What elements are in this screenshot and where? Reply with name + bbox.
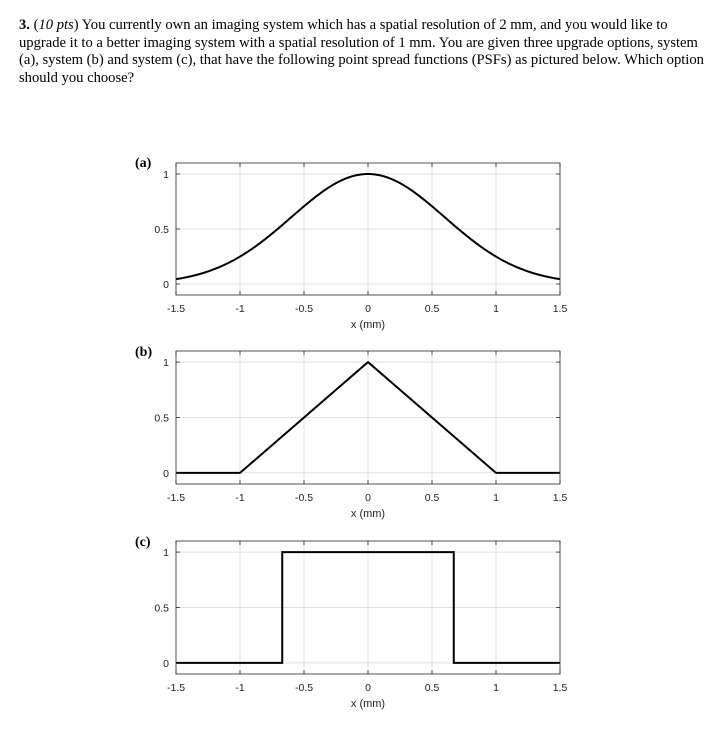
x-tick-label: -1.5 [166, 682, 186, 694]
x-tick-label: -0.5 [294, 682, 314, 694]
question-points: 10 pts [38, 17, 74, 33]
psf-panel-a [135, 156, 567, 331]
y-tick-label: 0.5 [154, 224, 169, 236]
question-text-block: 3. (10 pts) You currently own an imaging system which has a spatial resolution of 2 mm, and you would like to upgrade it to a better imaging system with a spatial resolution of 1 mm. You are given three upgrade options, system (a), system (b) and system (c), that have the following point spread functions (PSFs) as pictured below. Which option should you choose? [19, 17, 704, 86]
x-tick-label: -1 [235, 682, 245, 694]
x-axis-label: x (mm) [350, 508, 386, 520]
x-axis-label: x (mm) [350, 698, 386, 710]
x-tick-label: 0 [365, 303, 371, 315]
y-tick-label: 0.5 [154, 602, 169, 615]
y-tick-label: 0 [163, 657, 169, 670]
question-body: You currently own an imaging system which has a spatial resolution of 2 mm, and you would like to upgrade it to a better imaging system with a spatial resolution of 1 mm. You are given three upgrade options, system (a), system (b) and system (c), that have the following point spread functions (PSFs) as pictured below. Which option should you choose? [19, 17, 704, 86]
x-tick-label: -1.5 [166, 492, 186, 504]
panel-label-a: (a) [135, 156, 152, 171]
question-number: 3. [19, 17, 30, 33]
x-tick-label: 1.5 [552, 303, 568, 315]
y-tick-label: 0 [163, 467, 169, 480]
x-tick-label: 1 [493, 682, 499, 694]
x-tick-label: 1.5 [552, 682, 568, 694]
x-tick-label: 1 [493, 303, 499, 315]
x-axis-label: x (mm) [350, 319, 386, 331]
y-tick-label: 0 [163, 279, 169, 291]
x-tick-label: 1.5 [552, 492, 568, 504]
x-tick-label: 0.5 [424, 303, 440, 315]
panel-label-c: (c) [135, 535, 151, 550]
y-tick-label: 0.5 [154, 412, 169, 425]
x-tick-label: -0.5 [294, 303, 314, 315]
y-tick-label: 1 [163, 357, 169, 370]
y-tick-label: 1 [163, 169, 169, 181]
x-tick-label: 0 [365, 682, 371, 694]
x-tick-label: 1 [493, 492, 499, 504]
x-tick-label: 0.5 [424, 492, 440, 504]
x-tick-label: -1.5 [166, 303, 186, 315]
y-tick-label: 1 [163, 547, 169, 560]
psf-panel-b [135, 345, 567, 520]
x-tick-label: -1 [235, 303, 245, 315]
x-tick-label: 0 [365, 492, 371, 504]
psf-panel-c [135, 535, 567, 710]
panel-label-b: (b) [135, 345, 153, 360]
x-tick-label: -1 [235, 492, 245, 504]
x-tick-label: -0.5 [294, 492, 314, 504]
x-tick-label: 0.5 [424, 682, 440, 694]
